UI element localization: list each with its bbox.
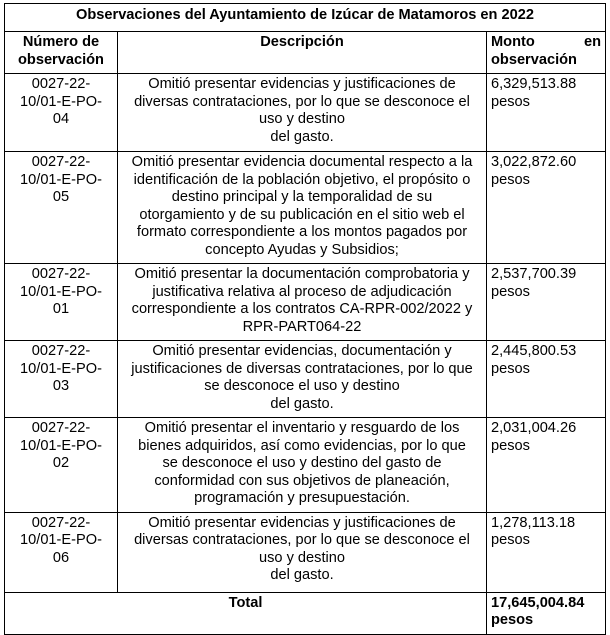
- table-row: [5, 418, 606, 513]
- observation-amount: 6,329,513.88 pesos: [487, 74, 606, 152]
- header-monto-line2: observación: [491, 51, 577, 68]
- header-numero-line1: Número de: [22, 34, 100, 50]
- observation-amount: 1,278,113.18 pesos: [487, 512, 606, 592]
- table-row: [5, 74, 606, 152]
- table-header-row: [5, 32, 606, 74]
- header-monto-word2: en: [583, 34, 601, 50]
- observations-table: [4, 3, 606, 635]
- header-descripcion: Descripción: [118, 32, 487, 74]
- table-row: [5, 512, 606, 592]
- table-row: [5, 341, 606, 418]
- observation-number: 0027-22- 10/01-E-PO- 02: [5, 418, 118, 513]
- document-table-wrapper: [4, 3, 605, 635]
- table-total-row: [5, 592, 606, 634]
- table-title-row: [5, 4, 606, 32]
- observation-number: 0027-22- 10/01-E-PO- 05: [5, 152, 118, 264]
- observation-amount: 2,031,004.26 pesos: [487, 418, 606, 513]
- observation-amount: 3,022,872.60 pesos: [487, 152, 606, 264]
- header-monto-word1: Monto: [491, 34, 535, 50]
- table-title: Observaciones del Ayuntamiento de Izúcar de Matamoros en 2022: [5, 4, 606, 32]
- observation-description: Omitió presentar evidencias y justificaciones de diversas contrataciones, por lo que se desconoce el uso y destino del gasto.: [118, 74, 487, 152]
- header-numero-observacion: [5, 32, 118, 74]
- observation-description: Omitió presentar el inventario y resguardo de los bienes adquiridos, así como evidencias, por lo que se desconoce el uso y destino del gasto de conformidad con sus objetivos de planeación, programación y presupuestación.: [118, 418, 487, 513]
- header-numero-line2: observación: [18, 51, 104, 68]
- observation-description: Omitió presentar evidencias y justificaciones de diversas contrataciones, por lo que se desconoce el uso y destino del gasto.: [118, 512, 487, 592]
- observation-number: 0027-22- 10/01-E-PO- 01: [5, 264, 118, 341]
- observation-description: Omitió presentar evidencias, documentación y justificaciones de diversas contrataciones, por lo que se desconoce el uso y destino del gasto.: [118, 341, 487, 418]
- table-row: [5, 152, 606, 264]
- observation-number: 0027-22- 10/01-E-PO- 03: [5, 341, 118, 418]
- total-label: Total: [5, 592, 487, 634]
- observation-number: 0027-22- 10/01-E-PO- 04: [5, 74, 118, 152]
- observation-description: Omitió presentar evidencia documental respecto a la identificación de la población objetivo, el propósito o destino principal y la temporalidad de su otorgamiento y de su publicación en el sitio web el formato correspondiente a los montos pagados por concepto Ayudas y Subsidios;: [118, 152, 487, 264]
- observation-number: 0027-22- 10/01-E-PO- 06: [5, 512, 118, 592]
- total-amount: 17,645,004.84 pesos: [487, 592, 606, 634]
- observation-amount: 2,537,700.39 pesos: [487, 264, 606, 341]
- header-monto-line1: [491, 34, 601, 52]
- observation-description: Omitió presentar la documentación comprobatoria y justificativa relativa al proceso de adjudicación correspondiente a los contratos CA-RPR-002/2022 y RPR-PART064-22: [118, 264, 487, 341]
- header-monto-observacion: [487, 32, 606, 74]
- table-row: [5, 264, 606, 341]
- observation-amount: 2,445,800.53 pesos: [487, 341, 606, 418]
